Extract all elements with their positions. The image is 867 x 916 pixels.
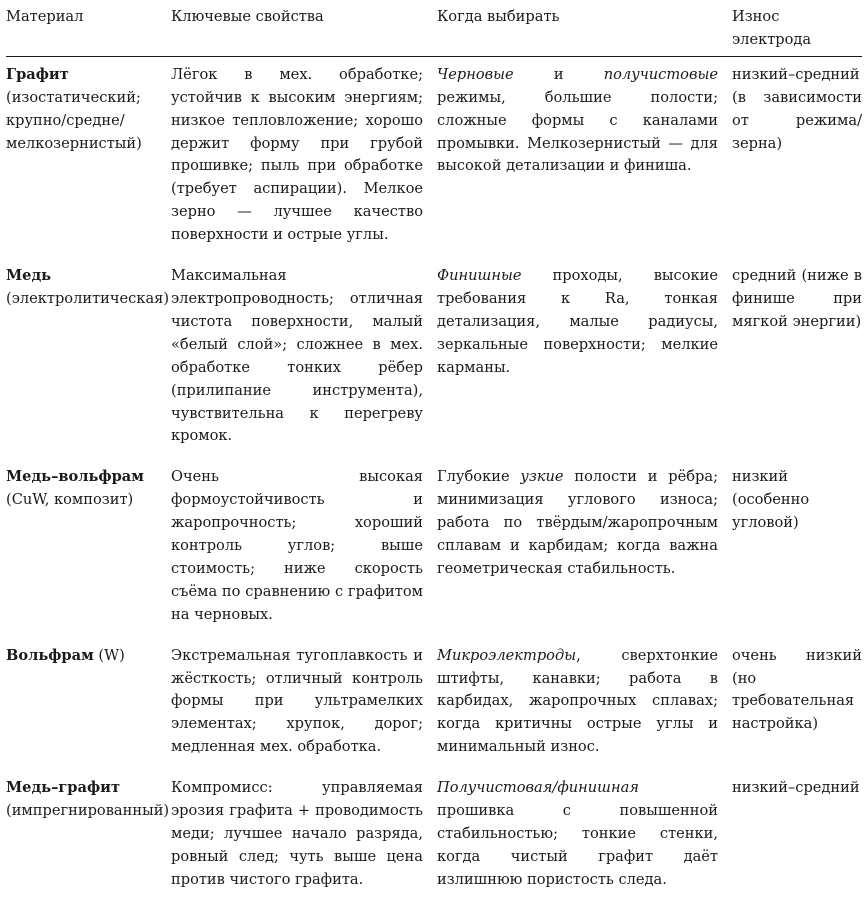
material-note: (импрегнированный) [6, 802, 170, 820]
when-text: полости и рёбра; минимизация углового износа; работа по твёрдым/жаропрочным сплавам и карбидам; когда важна геометрическая стабильность. [437, 468, 718, 577]
when-emphasis: Микроэлектроды [437, 646, 577, 664]
properties-cell: Компромисс: управляемая эрозия графита + проводимость меди; лучшее начало разряда, ровный след; чуть выше цена против чистого графита. [171, 779, 423, 888]
when-text: , сверхтонкие штифты, канавки; работа в карбидах, жаропрочных сплавах; когда критичны острые углы и минимальный износ. [437, 646, 718, 756]
when-emphasis: Финишные [437, 267, 522, 285]
when-emphasis: Получистовая/финишная [437, 779, 639, 797]
properties-cell: Максимальная электропроводность; отличная чистота поверхности, малый «белый слой»; сложнее в мех. обработке тонких рёбер (прилипание инструмента), чувствительна к перегреву кромок. [171, 267, 423, 445]
when-text: Глубокие [437, 468, 521, 486]
when-emphasis: получистовые [603, 65, 718, 83]
when-cell [437, 771, 732, 904]
properties-cell: Экстремальная тугоплавкость и жёсткость; отличный контроль формы при ультрамелких элементах; хрупок, дорог; медленная мех. обработка. [171, 646, 423, 756]
table-row [6, 259, 862, 460]
material-note: (изостатический; крупно/средне/мелкозернистый) [6, 88, 142, 152]
material-note: (W) [98, 646, 125, 664]
material-cell [6, 460, 171, 638]
header-wear: Износ электрода [732, 0, 862, 56]
table-row [6, 460, 862, 638]
material-name: Графит [6, 65, 69, 83]
wear-cell: низкий–средний (в зависимости от режима/зерна) [732, 65, 862, 152]
wear-cell: низкий–средний [732, 779, 860, 797]
table-row [6, 771, 862, 904]
material-name: Вольфрам [6, 646, 94, 664]
when-emphasis: узкие [520, 468, 564, 486]
material-note: (электролитическая) [6, 289, 170, 307]
when-cell [437, 639, 732, 772]
material-note: (CuW, композит) [6, 491, 134, 509]
when-text: проходы, высокие требования к Ra, тонкая детализация, малые радиусы, зеркальные поверхности; мелкие карманы. [437, 267, 718, 376]
material-cell [6, 56, 171, 259]
when-cell [437, 259, 732, 460]
wear-cell: средний (ниже в финише при мягкой энергии) [732, 267, 862, 330]
when-text: прошивка с повышенной стабильностью; тонкие стенки, когда чистый графит даёт излишнюю пористость следа. [437, 802, 718, 888]
table-row [6, 56, 862, 259]
when-text: и [513, 65, 604, 83]
header-when: Когда выбирать [437, 0, 732, 56]
material-cell [6, 771, 171, 904]
material-name: Медь–графит [6, 779, 120, 797]
header-material: Материал [6, 0, 171, 56]
material-name: Медь–вольфрам [6, 468, 144, 486]
material-name: Медь [6, 267, 52, 285]
table-row [6, 639, 862, 772]
table-header-row [6, 0, 862, 56]
material-cell [6, 639, 171, 772]
properties-cell: Очень высокая формоустойчивость и жаропрочность; хороший контроль углов; выше стоимость; ниже скорость съёма по сравнению с графитом на черновых. [171, 468, 423, 623]
electrode-materials-table [6, 0, 862, 904]
properties-cell: Лёгок в мех. обработке; устойчив к высоким энергиям; низкое тепловложение; хорошо держит форму при грубой прошивке; пыль при обработке (требует аспирации). Мелкое зерно — лучшее качество поверхности и острые углы. [171, 65, 423, 244]
wear-cell: очень низкий (но требовательная настройка) [732, 646, 862, 733]
header-properties: Ключевые свойства [171, 0, 437, 56]
wear-cell: низкий (особенно угловой) [732, 468, 810, 532]
when-text: режимы, большие полости; сложные формы с каналами промывки. Мелкозернистый — для высокой детализации и финиша. [437, 88, 718, 175]
when-cell [437, 460, 732, 638]
material-cell [6, 259, 171, 460]
when-cell [437, 56, 732, 259]
when-emphasis: Черновые [437, 65, 514, 83]
